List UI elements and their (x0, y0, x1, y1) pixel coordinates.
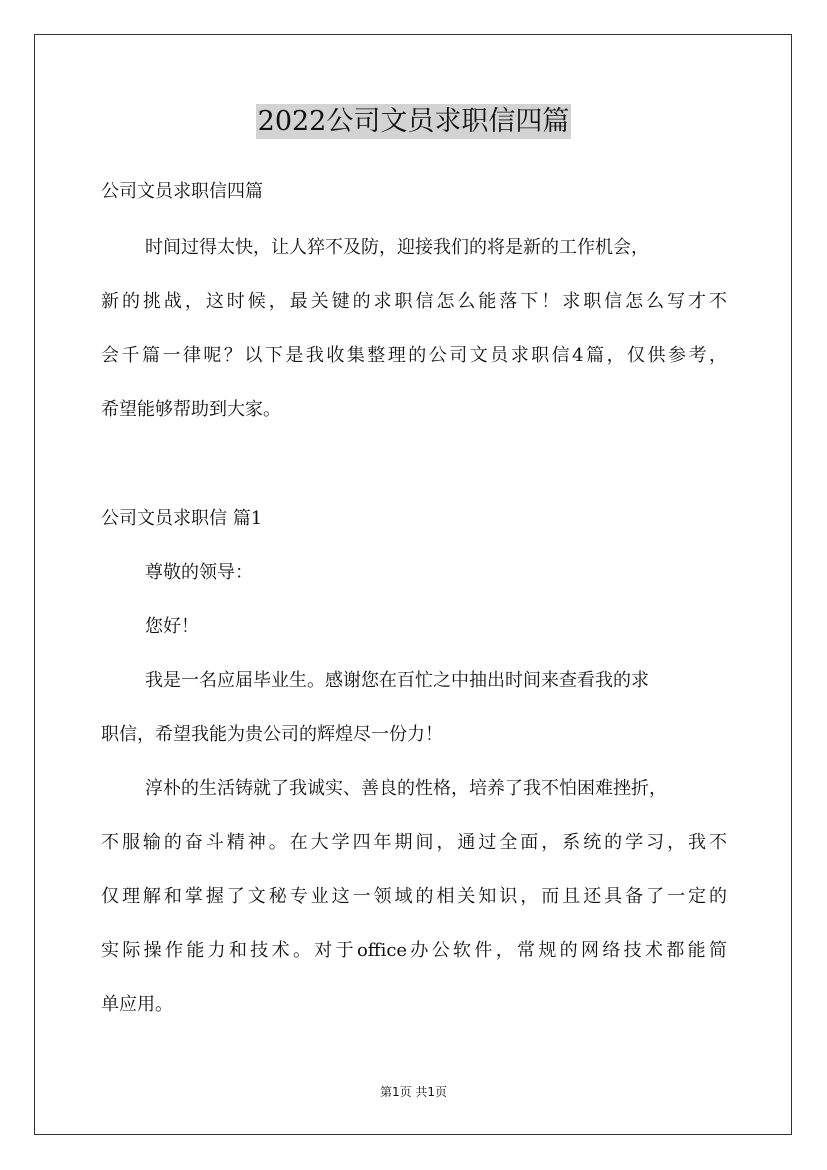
paragraph-line: 实际操作能力和技术。对于office办公软件，常规的网络技术都能简 (101, 940, 727, 961)
paragraph-line: 仅理解和掌握了文秘专业这一领域的相关知识，而且还具备了一定的 (101, 886, 727, 907)
intro-line: 会千篇一律呢？以下是我收集整理的公司文员求职信4篇，仅供参考， (101, 345, 727, 366)
document-title: 2022公司文员求职信四篇 (257, 106, 570, 137)
page-footer: 第1页 共1页 (379, 1085, 448, 1099)
paragraph-line: 我是一名应届毕业生。感谢您在百忙之中抽出时间来查看我的求 (145, 670, 649, 691)
paragraph-line: 单应用。 (101, 994, 173, 1015)
paragraph-line: 不服输的奋斗精神。在大学四年期间，通过全面，系统的学习，我不 (101, 832, 727, 853)
intro-line: 新的挑战，这时候，最关键的求职信怎么能落下！求职信怎么写才不 (101, 291, 727, 312)
greeting: 您好！ (145, 616, 199, 637)
section-heading: 公司文员求职信 篇1 (101, 508, 263, 529)
intro-line: 时间过得太快，让人猝不及防，迎接我们的将是新的工作机会， (145, 237, 649, 258)
paragraph-line: 职信，希望我能为贵公司的辉煌尽一份力！ (101, 724, 443, 745)
document-subtitle: 公司文员求职信四篇 (101, 181, 263, 202)
salutation: 尊敬的领导： (145, 562, 253, 583)
intro-line: 希望能够帮助到大家。 (101, 399, 281, 420)
paragraph-line: 淳朴的生活铸就了我诚实、善良的性格，培养了我不怕困难挫折， (145, 778, 667, 799)
